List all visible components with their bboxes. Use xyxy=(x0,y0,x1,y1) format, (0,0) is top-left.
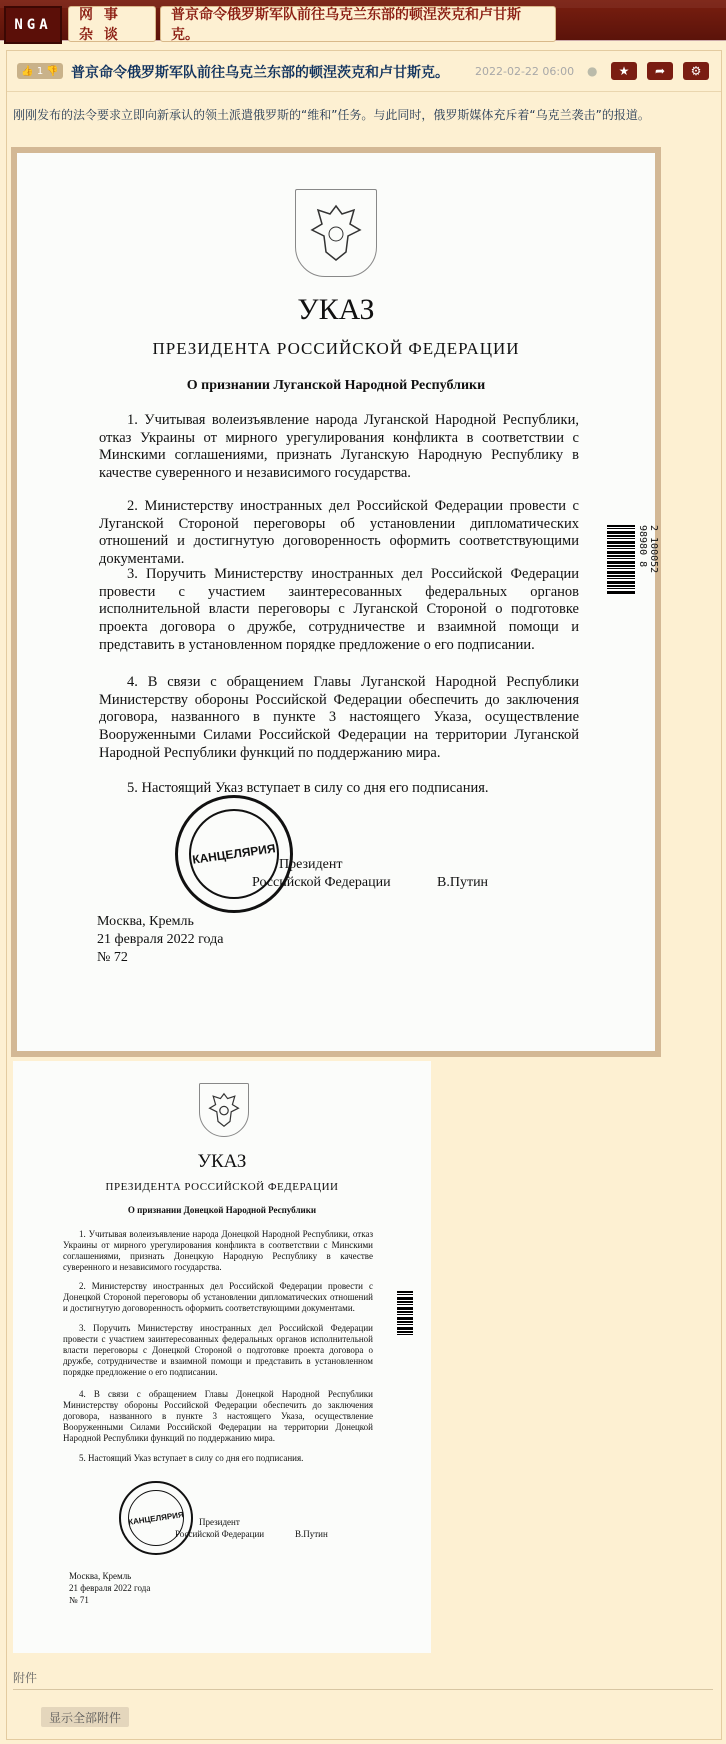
chancellery-stamp xyxy=(119,1481,193,1555)
decree-paragraph: 5. Настоящий Указ вступает в силу со дня его подписания. xyxy=(79,1453,304,1463)
decree-paragraph: 3. Поручить Министерству иностранных дел Российской Федерации провести с участием заинтересованных федеральных органов исполнительной власти переговоры с Луганской Стороной о подготовке проекта договора о дружбе, сотрудничестве и взаимной помощи и представить в установленном порядке предложение о его подписании. xyxy=(99,566,579,653)
decree-paragraph: 1. Учитывая волеизъявление народа Донецкой Народной Республики, отказ Украины от мирного урегулирования конфликта в соответствии с Минскими соглашениями, признать Донецкую Народную Республику в качестве суверенного и независимого государства. xyxy=(63,1229,373,1272)
decree-image-donetsk[interactable] xyxy=(13,1061,431,1653)
decree-paragraph: 3. Поручить Министерству иностранных дел Российской Федерации провести с участием заинтересованных федеральных органов исполнительной власти переговоры с Донецкой Стороной о подготовке проекта договора о дружбе, сотрудничестве и взаимной помощи и представить в установленном порядке предложение о его подписании. xyxy=(63,1323,373,1377)
decree-place: Москва, Кремль xyxy=(97,914,194,929)
post-title: 普京命令俄罗斯军队前往乌克兰东部的顿涅茨克和卢甘斯克。 xyxy=(71,65,449,81)
decree-heading: УКАЗ xyxy=(197,1151,247,1172)
decree-paragraph: 5. Настоящий Указ вступает в силу со дня его подписания. xyxy=(127,780,489,796)
decree-number: № 72 xyxy=(97,950,128,965)
thumbs-down-icon[interactable]: 👎 xyxy=(46,65,59,77)
decree-heading: УКАЗ xyxy=(297,293,375,326)
coat-of-arms-icon xyxy=(199,1083,249,1137)
attachments-title: 附件 xyxy=(13,1671,38,1685)
decree-paragraph: 4. В связи с обращением Главы Донецкой Народной Республики Министерству обороны Российской Федерации обеспечить до заключения договора, названного в пункте 3 настоящего Указа, осуществление Вооруженными Силами Российской Федерации на территории Донецкой Народной Республики функций по поддержанию мира. xyxy=(63,1389,373,1443)
signature-title-2: Российской Федерации xyxy=(175,1529,265,1539)
share-icon: ➦ xyxy=(654,64,666,78)
signature-name: В.Путин xyxy=(295,1529,328,1539)
breadcrumb-forum[interactable]: 网 事 杂 谈 xyxy=(68,6,156,42)
chancellery-stamp xyxy=(175,795,293,913)
gear-icon: ⚙ xyxy=(690,64,702,78)
barcode-number: 2 100052 98980 8 xyxy=(637,525,659,574)
decree-subheading: ПРЕЗИДЕНТА РОССИЙСКОЙ ФЕДЕРАЦИИ xyxy=(105,1181,339,1193)
stamp-label: КАНЦЕЛЯРИЯ xyxy=(127,1509,185,1527)
nga-logo[interactable]: NGA xyxy=(4,6,62,44)
decree-date: 21 февраля 2022 года xyxy=(97,932,224,947)
post-date: 2022-02-22 06:00 xyxy=(475,65,575,78)
show-all-attachments-button[interactable]: 显示全部附件 xyxy=(41,1707,129,1727)
share-button[interactable] xyxy=(647,62,673,80)
decree-about: О признании Донецкой Народной Республики xyxy=(127,1205,317,1215)
barcode-bars xyxy=(607,525,635,595)
post-body: 刚刚发布的法令要求立即向新承认的领土派遣俄罗斯的“维和”任务。与此同时，俄罗斯媒体充斥着“乌克兰袭击”的报道。 xyxy=(13,108,650,122)
decree-paragraph: 1. Учитывая волеизъявление народа Луганской Народной Республики, отказ Украины от мирного урегулирования конфликта в соответствии с Минскими соглашениями, признать Луганскую Народную Республику в качестве суверенного и независимого государства. xyxy=(99,412,579,482)
signature-name: В.Путин xyxy=(437,875,489,890)
decree-paragraph: 2. Министерству иностранных дел Российской Федерации провести с Луганской Стороной переговоры об установлении дипломатических отношений и достигнутую договоренность оформить соответствующими документами. xyxy=(99,498,579,568)
decree-place: Москва, Кремль xyxy=(69,1571,132,1581)
thumbs-up-icon[interactable]: 👍 xyxy=(21,65,34,77)
settings-button[interactable] xyxy=(683,62,709,80)
signature-title: Президент xyxy=(279,857,343,872)
barcode-bars xyxy=(397,1291,413,1337)
coat-of-arms-icon xyxy=(295,189,377,277)
decree-paragraph: 4. В связи с обращением Главы Луганской Народной Республики Министерству обороны Российской Федерации обеспечить до заключения договора, названного в пункте 3 настоящего Указа, осуществление Вооруженными Силами Российской Федерации на территории Луганской Народной Республики функций по поддержанию мира. xyxy=(99,674,579,761)
post-panel xyxy=(6,50,722,1740)
attachments-divider xyxy=(13,1689,713,1690)
vote-count: 1 xyxy=(36,65,44,77)
favorite-button[interactable] xyxy=(611,62,637,80)
star-icon: ★ xyxy=(618,64,630,78)
decree-subheading: ПРЕЗИДЕНТА РОССИЙСКОЙ ФЕДЕРАЦИИ xyxy=(152,339,520,358)
signature-title: Президент xyxy=(199,1517,240,1527)
apple-device-icon: ● xyxy=(587,64,598,78)
decree-paragraph: 2. Министерству иностранных дел Российской Федерации провести с Донецкой Стороной переговоры об установлении дипломатических отношений и достигнутую договоренность оформить соответствующими документами. xyxy=(63,1281,373,1313)
breadcrumb-thread[interactable]: 普京命令俄罗斯军队前往乌克兰东部的顿涅茨克和卢甘斯克。 xyxy=(160,6,556,42)
decree-about: О признании Луганской Народной Республики xyxy=(186,378,486,393)
vote-widget[interactable] xyxy=(17,63,63,79)
stamp-label: КАНЦЕЛЯРИЯ xyxy=(191,841,277,867)
decree-image-lugansk[interactable] xyxy=(11,147,661,1057)
decree-date: 21 февраля 2022 года xyxy=(69,1583,151,1593)
post-header xyxy=(7,51,721,92)
decree-number: № 71 xyxy=(69,1595,89,1605)
signature-title-2: Российской Федерации xyxy=(252,875,391,890)
